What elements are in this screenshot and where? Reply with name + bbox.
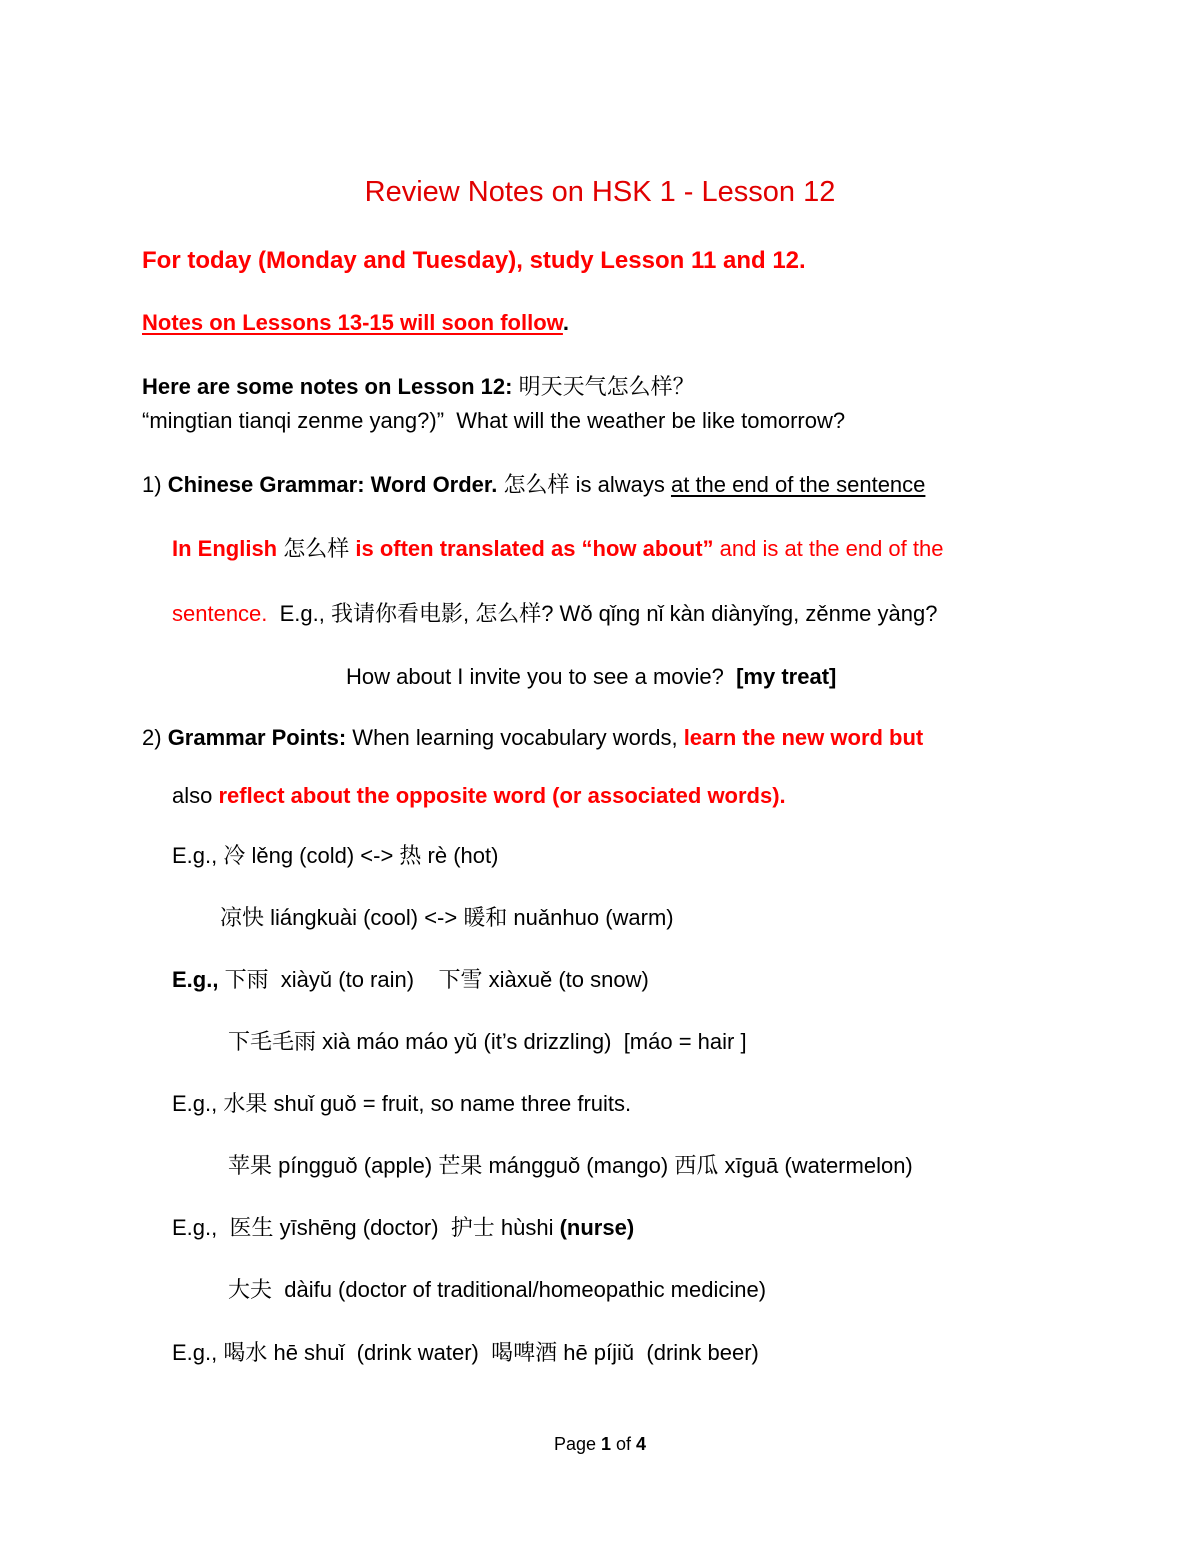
english-translation: is often translated as “how about” bbox=[355, 536, 714, 561]
example-fruit: E.g., 水果 shuǐ guǒ = fruit, so name three fruits. bbox=[172, 1091, 632, 1116]
footer-page-label: Page bbox=[553, 1434, 601, 1454]
page-footer bbox=[0, 1432, 1200, 1456]
example-doctor-nurse-text: E.g., 医生 yīshēng (doctor) 护士 hùshi bbox=[172, 1215, 560, 1240]
section-1-example-line bbox=[172, 600, 937, 628]
example-traditional-doctor: 大夫 dàifu (doctor of traditional/homeopathic medicine) bbox=[228, 1277, 767, 1302]
section-2-text: When learning vocabulary words, bbox=[346, 725, 684, 750]
footer-page-total: 4 bbox=[636, 1434, 647, 1454]
example-fruit-list: 苹果 píngguǒ (apple) 芒果 mángguǒ (mango) 西瓜 xīguā (watermelon) bbox=[228, 1153, 913, 1178]
section-1-emphasis: at the end of the sentence bbox=[670, 472, 926, 497]
example-cold-hot: E.g., 冷 lěng (cold) <-> 热 rè (hot) bbox=[172, 843, 499, 868]
intro-chinese: 明天天气怎么样？ bbox=[512, 374, 695, 399]
section-2-number: 2) bbox=[142, 725, 168, 750]
section-1-number: 1) bbox=[142, 472, 168, 497]
english-label: In English bbox=[172, 536, 278, 561]
intro-line bbox=[142, 373, 695, 401]
example-drinks: E.g., 喝水 hē shuǐ (drink water) 喝啤酒 hē píjiǔ (drink beer) bbox=[172, 1340, 759, 1365]
example-sentence: E.g., 我请你看电影, 怎么样? Wǒ qǐng nǐ kàn diànyǐng, zěnme yàng? bbox=[267, 601, 938, 626]
example-drizzle: 下毛毛雨 xià máo máo yǔ (it’s drizzling) [máo = hair ] bbox=[228, 1029, 747, 1054]
english-chinese: 怎么样 bbox=[277, 536, 356, 561]
section-1-text: 怎么样 is always bbox=[497, 472, 671, 497]
example-label: E.g., bbox=[172, 967, 219, 992]
footer-of-label: of bbox=[611, 1434, 637, 1454]
section-2-continuation bbox=[172, 782, 786, 810]
example-cool-warm: 凉快 liángkuài (cool) <-> 暖和 nuǎnhuo (warm) bbox=[220, 905, 674, 930]
notice-period: . bbox=[562, 310, 570, 335]
section-1-translation-line bbox=[346, 663, 836, 691]
section-1-heading-line bbox=[142, 471, 925, 499]
example-nurse-bold: (nurse) bbox=[559, 1215, 635, 1240]
upcoming-notes-notice bbox=[142, 309, 569, 337]
section-2-heading-line bbox=[142, 724, 923, 752]
example-rain-snow-text: 下雨 xiàyǔ (to rain) 下雪 xiàxuě (to snow) bbox=[218, 967, 649, 992]
example-translation: How about I invite you to see a movie? bbox=[346, 664, 737, 689]
example-rain-snow bbox=[172, 966, 649, 994]
intro-translation: “mingtian tianqi zenme yang?)” What will the weather be like tomorrow? bbox=[142, 408, 846, 433]
document-title: Review Notes on HSK 1 - Lesson 12 bbox=[364, 176, 836, 208]
english-tail: and is at the end of the bbox=[713, 536, 944, 561]
notice-text: Notes on Lessons 13-15 will soon follow bbox=[142, 310, 563, 335]
continuation-also: also bbox=[172, 783, 219, 808]
example-sentence-word: sentence. bbox=[172, 601, 268, 626]
section-1-heading: Chinese Grammar: Word Order. bbox=[167, 472, 498, 497]
intro-label: Here are some notes on Lesson 12: bbox=[142, 374, 513, 399]
schedule-note: For today (Monday and Tuesday), study Lesson 11 and 12. bbox=[142, 247, 806, 274]
continuation-emphasis: reflect about the opposite word (or associated words). bbox=[218, 783, 786, 808]
section-2-heading: Grammar Points: bbox=[167, 725, 347, 750]
section-2-emphasis: learn the new word but bbox=[683, 725, 924, 750]
example-note: [my treat] bbox=[736, 664, 837, 689]
section-1-english-line bbox=[172, 535, 943, 563]
example-doctor-nurse bbox=[172, 1214, 634, 1242]
footer-page-number: 1 bbox=[601, 1434, 612, 1454]
